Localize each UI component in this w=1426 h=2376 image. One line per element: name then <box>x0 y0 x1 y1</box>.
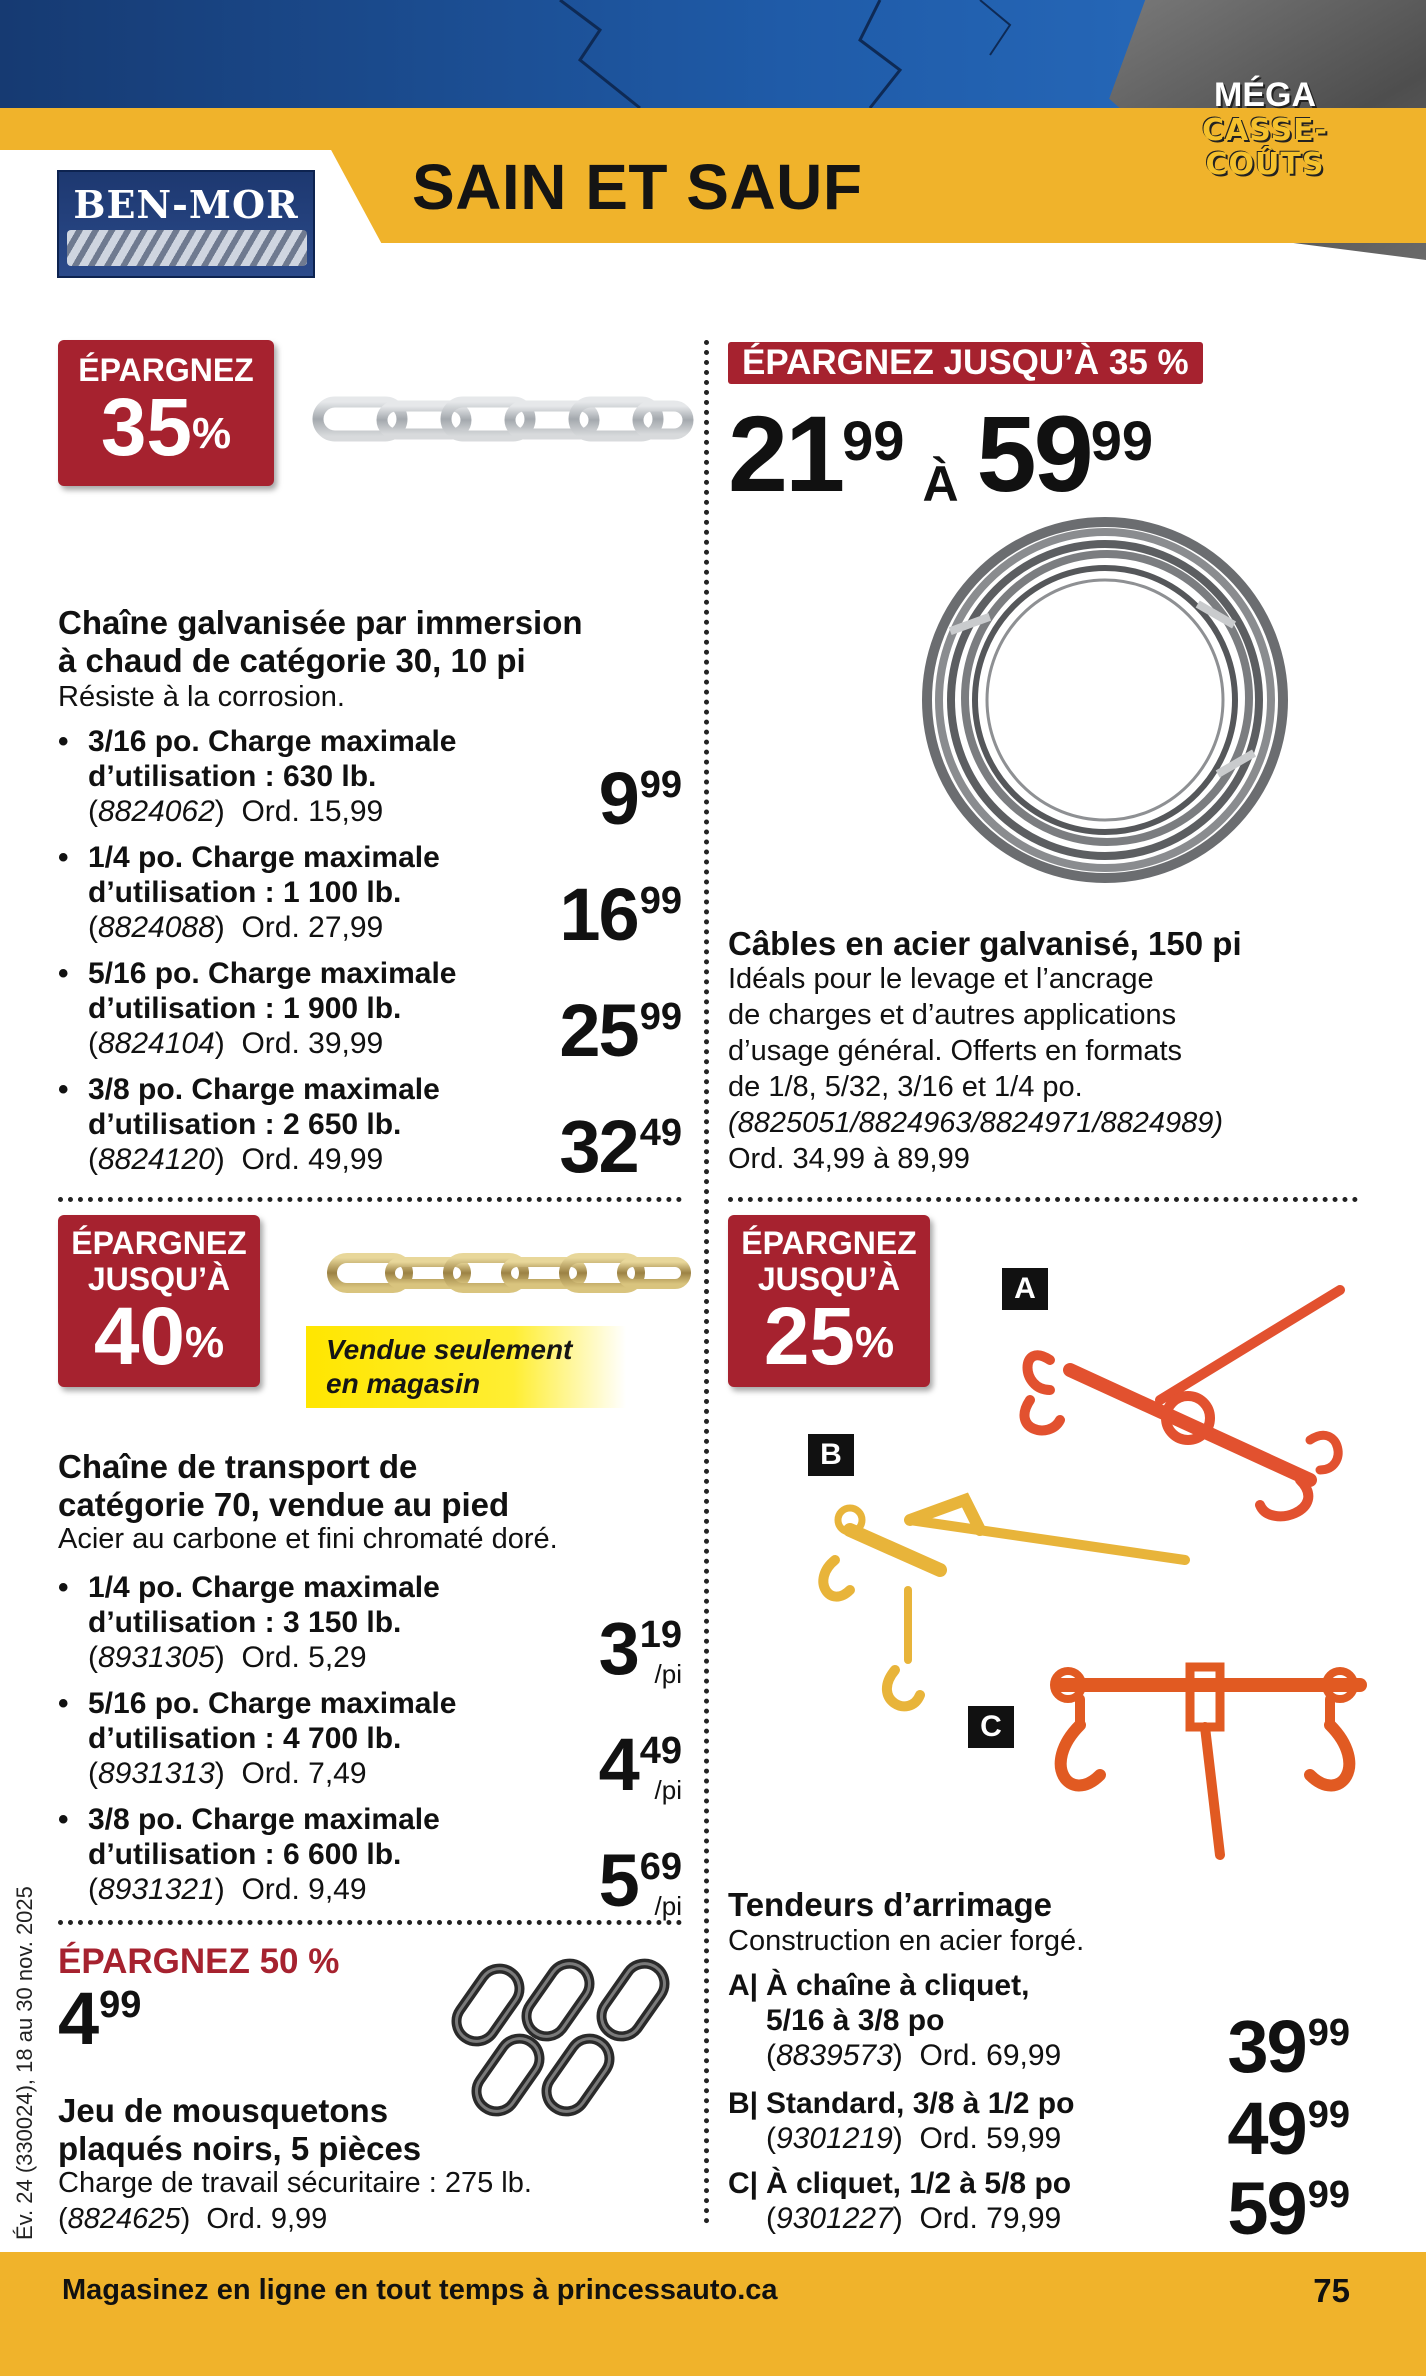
galvanized-chain-image <box>312 386 682 456</box>
item-load: d’utilisation : 6 600 lb. <box>88 1838 402 1871</box>
product-tag-a: A <box>1002 1268 1048 1310</box>
bullet-icon: • <box>58 1803 69 1836</box>
item-sku-reg: (8931313) Ord. 7,49 <box>88 1757 367 1790</box>
save-banner-35: ÉPARGNEZ JUSQU’À 35 % <box>728 342 1203 384</box>
item-spec: 1/4 po. Charge maximale <box>88 841 440 874</box>
row-divider-left-2 <box>58 1920 682 1925</box>
price: 4999 <box>1227 2087 1350 2170</box>
bullet-icon: • <box>58 725 69 758</box>
item-spec: 3/8 po. Charge maximale <box>88 1803 440 1836</box>
item-load: d’utilisation : 1 100 lb. <box>88 876 402 909</box>
item-sku-reg: (9301227) Ord. 79,99 <box>766 2202 1062 2235</box>
carabiner-save-banner: ÉPARGNEZ 50 % <box>58 1942 340 1981</box>
item-spec: À chaîne à cliquet, <box>766 1969 1030 2002</box>
price: 5999 <box>1227 2167 1350 2250</box>
item-sku-reg: (9301219) Ord. 59,99 <box>766 2122 1062 2155</box>
item-load: d’utilisation : 4 700 lb. <box>88 1722 402 1755</box>
bullet-icon: • <box>58 1571 69 1604</box>
item-sku-reg: (8931305) Ord. 5,29 <box>88 1641 367 1674</box>
price: 1699 <box>559 873 682 956</box>
page-number: 75 <box>1313 2272 1350 2309</box>
binders-desc: Construction en acier forgé. <box>728 1925 1085 1957</box>
carabiner-title-1: Jeu de mousquetons <box>58 2092 389 2129</box>
save-badge-35 <box>58 340 274 486</box>
save-badge-label-2: JUSQU’À <box>87 1261 231 1297</box>
logo-rope-graphic <box>67 230 307 266</box>
item-sku-reg: (8839573) Ord. 69,99 <box>766 2039 1062 2072</box>
save-badge-label-2: JUSQU’À <box>757 1261 901 1297</box>
row-divider-left-1 <box>58 1197 682 1202</box>
page-title: SAIN ET SAUF <box>412 151 863 223</box>
price: 3999 <box>1227 2005 1350 2088</box>
save-badge-label: ÉPARGNEZ <box>741 1225 917 1261</box>
ratchet-binder-image <box>1040 1655 1370 1875</box>
item-sku-reg: (8824062) Ord. 15,99 <box>88 795 384 828</box>
item-spec: 5/16 po. Charge maximale <box>88 957 457 990</box>
item-label-b: B| <box>728 2087 759 2120</box>
bullet-icon: • <box>58 1687 69 1720</box>
transport-chain-title-2: catégorie 70, vendue au pied <box>58 1486 510 1523</box>
footer-online-link[interactable]: Magasinez en ligne en tout temps à princessauto.ca <box>62 2274 778 2306</box>
in-store-note-line-1: Vendue seulement <box>326 1334 573 1365</box>
column-divider <box>704 340 709 2225</box>
wire-cable-coil-image <box>915 510 1295 890</box>
price: 319 /pi <box>598 1607 682 1690</box>
save-badge-40 <box>58 1215 260 1387</box>
bullet-icon: • <box>58 957 69 990</box>
bullet-icon: • <box>58 1073 69 1106</box>
item-spec: 5/16 po. Charge maximale <box>88 1687 457 1720</box>
event-badge-line2: CASSE-COÛTS <box>1201 113 1329 182</box>
price: 569 /pi <box>598 1839 682 1922</box>
item-sku-reg: (8931321) Ord. 9,49 <box>88 1873 367 1906</box>
item-spec: À cliquet, 1/2 à 5/8 po <box>766 2167 1072 2200</box>
save-badge-25 <box>728 1215 930 1387</box>
item-label-a: A| <box>728 1969 759 2002</box>
item-load: d’utilisation : 3 150 lb. <box>88 1606 402 1639</box>
event-date-note: Év. 24 (330024), 18 au 30 nov. 2025 <box>12 1886 37 2240</box>
item-spec-2: 5/16 à 3/8 po <box>766 2004 945 2037</box>
save-badge-percent: 25% <box>763 1291 895 1382</box>
product-tag-b: B <box>808 1434 854 1476</box>
transport-chain-title-1: Chaîne de transport de <box>58 1448 418 1485</box>
price-range: 2199À 5999 <box>728 393 1153 514</box>
item-spec: Standard, 3/8 à 1/2 po <box>766 2087 1075 2120</box>
cable-desc-line-3: d’usage général. Offerts en formats <box>728 1035 1183 1067</box>
price: 449 /pi <box>598 1723 682 1806</box>
carabiner-sku-reg: (8824625) Ord. 9,99 <box>58 2203 328 2235</box>
product-tag-c: C <box>968 1706 1014 1748</box>
carabiner-price: 499 <box>58 1977 142 2060</box>
galvanized-chain-desc: Résiste à la corrosion. <box>58 681 345 713</box>
save-badge-percent: 40% <box>93 1291 225 1382</box>
price: 2599 <box>559 989 682 1072</box>
cable-desc-line-2: de charges et d’autres applications <box>728 999 1177 1031</box>
galvanized-chain-title-1: Chaîne galvanisée par immersion <box>58 604 583 641</box>
item-load: d’utilisation : 630 lb. <box>88 760 377 793</box>
footer <box>0 2252 1426 2376</box>
item-sku-reg: (8824088) Ord. 27,99 <box>88 911 384 944</box>
item-spec: 3/16 po. Charge maximale <box>88 725 457 758</box>
price: 999 <box>598 757 682 840</box>
carabiner-title-2: plaqués noirs, 5 pièces <box>58 2130 422 2167</box>
in-store-note-line-2: en magasin <box>326 1368 481 1399</box>
item-label-c: C| <box>728 2167 759 2200</box>
transport-chain-desc: Acier au carbone et fini chromaté doré. <box>58 1523 558 1555</box>
galvanized-chain-title-2: à chaud de catégorie 30, 10 pi <box>58 642 526 679</box>
bullet-icon: • <box>58 841 69 874</box>
item-sku-reg: (8824104) Ord. 39,99 <box>88 1027 384 1060</box>
carabiners-image <box>448 1935 688 2125</box>
cable-desc-line-1: Idéals pour le levage et l’ancrage <box>728 963 1154 995</box>
binders-title: Tendeurs d’arrimage <box>728 1886 1052 1923</box>
item-spec: 3/8 po. Charge maximale <box>88 1073 440 1106</box>
carabiner-desc: Charge de travail sécuritaire : 275 lb. <box>58 2167 532 2199</box>
save-badge-percent: 35% <box>100 382 232 473</box>
brand-logo-text: BEN-MOR <box>73 182 299 227</box>
item-spec: 1/4 po. Charge maximale <box>88 1571 440 1604</box>
save-badge-label: ÉPARGNEZ <box>71 1225 247 1261</box>
item-load: d’utilisation : 1 900 lb. <box>88 992 402 1025</box>
event-badge-line1: MÉGA <box>1214 76 1316 114</box>
cable-skus: (8825051/8824963/8824971/8824989) <box>728 1107 1224 1139</box>
brand-logo <box>57 170 315 278</box>
item-load: d’utilisation : 2 650 lb. <box>88 1108 402 1141</box>
item-sku-reg: (8824120) Ord. 49,99 <box>88 1143 384 1176</box>
cable-desc-line-4: de 1/8, 5/32, 3/16 et 1/4 po. <box>728 1071 1083 1103</box>
transport-chain-image <box>326 1244 686 1304</box>
cable-regular-price: Ord. 34,99 à 89,99 <box>728 1143 970 1175</box>
save-badge-label: ÉPARGNEZ <box>78 352 254 388</box>
event-badge <box>1160 76 1370 182</box>
price: 3249 <box>559 1105 682 1188</box>
in-store-only-note <box>306 1326 626 1408</box>
row-divider-right-1 <box>728 1197 1358 1202</box>
cable-title: Câbles en acier galvanisé, 150 pi <box>728 925 1242 962</box>
